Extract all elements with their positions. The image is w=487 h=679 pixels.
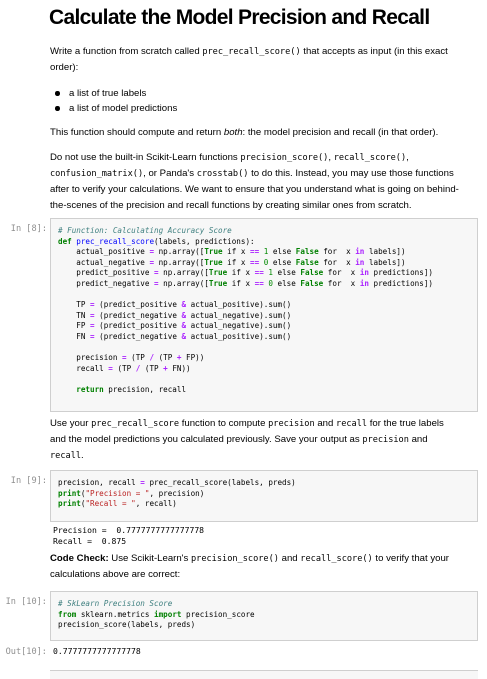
code-check-paragraph xyxy=(50,551,478,582)
md-text: to verify that your xyxy=(372,553,449,564)
code-keyword: in xyxy=(355,257,365,267)
code-text: predict_negative xyxy=(58,278,155,288)
code-text: actual_negative).sum() xyxy=(186,310,292,320)
code-number: 0 xyxy=(263,257,269,267)
code-editor[interactable] xyxy=(51,471,477,510)
code-text: else xyxy=(268,257,296,267)
code-function-name: prec_recall_score xyxy=(71,236,155,246)
input-list xyxy=(54,86,177,116)
code-editor[interactable] xyxy=(51,592,477,631)
inline-code: prec_recall_score() xyxy=(202,47,301,57)
intro-text: order): xyxy=(50,62,79,74)
inline-code: recall_score() xyxy=(300,554,373,564)
inline-code: recall_score() xyxy=(333,153,407,163)
code-text: FP xyxy=(58,321,91,331)
code-text: actual_positive).sum() xyxy=(186,300,292,310)
code-cell-sklearn-check[interactable] xyxy=(50,591,478,641)
code-operator: = xyxy=(149,247,155,257)
code-text: predictions]) xyxy=(368,268,433,278)
code-text: x xyxy=(346,268,360,278)
cell-output-text: 0.7777777777777778 xyxy=(53,646,141,656)
code-text: if x xyxy=(227,278,255,288)
code-text: TP xyxy=(58,300,91,310)
code-comment: # Function: Calculating Accuracy Score xyxy=(58,226,232,235)
code-text: np.array([ xyxy=(154,257,205,267)
code-keyword: in xyxy=(359,268,369,278)
code-text: (predict_negative xyxy=(94,331,182,341)
code-text: (TP xyxy=(140,363,164,373)
code-text: for xyxy=(323,278,347,288)
code-string: "Precision = " xyxy=(85,488,150,498)
code-text: precision xyxy=(58,353,123,363)
inline-code: precision_score() xyxy=(190,554,279,564)
code-text: actual_positive).sum() xyxy=(186,331,292,341)
code-text: for xyxy=(323,268,347,278)
intro-text: : the model precision and recall (in that order). xyxy=(242,127,439,138)
code-keyword: import xyxy=(154,609,182,619)
code-operator: == xyxy=(250,257,260,267)
inline-code: crosstab() xyxy=(196,169,249,180)
code-text: FP)) xyxy=(181,353,205,363)
code-text: predict_positive xyxy=(58,268,155,278)
intro-paragraph-3 xyxy=(50,150,478,213)
code-string: "Recall = " xyxy=(85,499,136,509)
code-editor[interactable] xyxy=(51,219,477,396)
code-keyword: False xyxy=(295,257,319,267)
intro-text: , xyxy=(328,152,334,163)
code-text: (predict_positive xyxy=(94,321,182,331)
md-text: and xyxy=(314,418,337,429)
code-operator: == xyxy=(254,278,264,288)
list-item: a list of true labels xyxy=(54,86,177,101)
intro-text: , xyxy=(406,152,409,163)
code-operator: / xyxy=(135,363,141,373)
code-number: 1 xyxy=(268,268,273,278)
cell-output-text xyxy=(53,525,204,546)
code-text: sklearn.metrics xyxy=(76,609,155,619)
code-operator: = xyxy=(154,278,159,288)
code-keyword: False xyxy=(295,247,319,257)
code-text: x xyxy=(341,247,356,257)
code-operator: = xyxy=(149,257,155,267)
inline-code: precision xyxy=(268,419,315,429)
code-text: , recall) xyxy=(135,499,177,509)
intro-text: This function should compute and return xyxy=(50,127,224,138)
code-text: (predict_negative xyxy=(94,310,182,320)
code-text: (TP xyxy=(154,353,177,363)
code-text: TN xyxy=(58,310,91,320)
code-text: FN xyxy=(58,331,91,341)
code-text: precision, recall xyxy=(58,478,141,487)
md-text: Use your xyxy=(50,418,92,429)
code-text: precision_score xyxy=(181,609,255,619)
code-text: for xyxy=(318,257,342,267)
code-operator: == xyxy=(254,268,264,278)
md-text: and xyxy=(278,553,301,564)
code-text: np.array([ xyxy=(158,268,209,278)
code-text: prec_recall_score(labels, preds) xyxy=(144,478,296,487)
code-text: if x xyxy=(222,257,251,267)
output-line: Recall = 0.875 xyxy=(53,535,127,546)
output-prompt: Out[10]: xyxy=(5,647,47,657)
md-text: and xyxy=(408,434,428,446)
code-operator: = xyxy=(108,363,113,373)
code-text: else xyxy=(272,278,301,288)
code-operator: = xyxy=(140,478,145,487)
code-operator: = xyxy=(90,331,95,341)
code-text: actual_positive xyxy=(58,247,150,257)
code-keyword: in xyxy=(355,247,365,257)
code-text: ( xyxy=(80,488,86,498)
code-keyword: from xyxy=(58,609,77,619)
intro-text: Do not use the built-in Scikit-Learn functions xyxy=(50,152,241,163)
intro-text: Write a function from scratch called xyxy=(50,46,203,57)
md-text: and the model predictions you calculated previously. Save your output as xyxy=(50,434,363,446)
code-keyword: return xyxy=(58,384,104,394)
code-text: np.array([ xyxy=(158,278,209,288)
md-text: . xyxy=(81,450,84,462)
code-text: labels]) xyxy=(364,257,406,267)
inline-code: precision xyxy=(362,435,409,446)
code-text: else xyxy=(272,268,301,278)
md-text: for the true labels xyxy=(367,418,444,429)
code-text: if x xyxy=(222,247,251,257)
intro-text: , or Panda's xyxy=(143,168,197,180)
code-text: (labels, predictions): xyxy=(154,236,255,246)
bold-label: Code Check: xyxy=(50,553,109,564)
code-keyword: True xyxy=(204,247,223,257)
list-item: a list of model predictions xyxy=(54,101,177,116)
code-text: (predict_positive xyxy=(94,300,182,310)
intro-text: the-scenes of the precision and recall functions by creating similar ones from scratch. xyxy=(50,199,412,211)
code-keyword: True xyxy=(204,257,223,267)
code-operator: = xyxy=(90,300,95,310)
code-keyword: False xyxy=(300,268,324,278)
inline-code: prec_recall_score xyxy=(91,419,180,429)
code-builtin: print xyxy=(58,499,81,509)
code-text: x xyxy=(341,257,356,267)
inline-code: confusion_matrix() xyxy=(50,169,144,180)
code-keyword: def xyxy=(58,236,72,246)
intro-text: that accepts as input (in this exact xyxy=(300,46,448,57)
code-keyword: in xyxy=(359,278,369,288)
code-text: actual_negative).sum() xyxy=(186,321,292,331)
code-text: labels]) xyxy=(364,247,406,257)
code-text: for xyxy=(318,247,342,257)
code-text: FN)) xyxy=(167,363,191,373)
code-operator: == xyxy=(250,247,260,257)
code-operator: + xyxy=(176,353,182,363)
code-text: precision_score(labels, preds) xyxy=(58,620,196,630)
code-text: predictions]) xyxy=(368,278,433,288)
md-text: function to compute xyxy=(179,418,269,429)
code-text: np.array([ xyxy=(154,247,205,257)
instruction-paragraph xyxy=(50,416,478,465)
code-operator: = xyxy=(90,321,95,331)
code-text: if x xyxy=(227,268,255,278)
md-text: calculations above are correct: xyxy=(50,569,181,581)
code-operator: & xyxy=(181,321,187,331)
code-operator: = xyxy=(122,353,127,363)
inline-code: precision_score() xyxy=(240,153,329,163)
code-cell-prec-recall-function[interactable] xyxy=(50,218,478,412)
code-text: precision, recall xyxy=(103,384,187,394)
code-text: , precision) xyxy=(149,488,205,498)
md-text: Use Scikit-Learn's xyxy=(108,553,191,564)
intro-text: after to verify your calculations. We want to ensure that you understand what is going on behind- xyxy=(50,184,459,196)
code-operator: = xyxy=(90,310,95,320)
emphasis-text: both xyxy=(223,127,243,138)
code-keyword: False xyxy=(300,278,324,288)
code-text: recall xyxy=(58,363,109,373)
code-operator: & xyxy=(181,310,187,320)
code-keyword: True xyxy=(208,278,228,288)
page-title: Calculate the Model Precision and Recall xyxy=(49,6,430,29)
code-operator: & xyxy=(181,331,187,341)
code-number: 0 xyxy=(268,278,273,288)
intro-text: to do this. Instead, you may use those functions xyxy=(248,168,454,180)
code-text: (TP xyxy=(112,363,136,373)
inline-code: recall xyxy=(336,419,368,429)
code-operator: & xyxy=(181,300,187,310)
code-operator: / xyxy=(149,353,155,363)
code-operator: = xyxy=(154,268,159,278)
code-text: else xyxy=(268,247,296,257)
code-text: (TP xyxy=(126,353,150,363)
code-text: ( xyxy=(80,499,86,509)
code-text: x xyxy=(346,278,360,288)
code-cell-call-function[interactable] xyxy=(50,470,478,522)
code-comment: # SkLearn Precision Score xyxy=(58,599,173,608)
intro-paragraph-1 xyxy=(50,44,478,75)
input-prompt: In [10]: xyxy=(5,597,47,607)
code-builtin: print xyxy=(58,488,81,498)
code-operator: + xyxy=(163,363,168,373)
inline-code: recall xyxy=(50,451,82,462)
intro-paragraph-2 xyxy=(50,125,478,140)
code-text: actual_negative xyxy=(58,257,150,267)
output-line: Precision = 0.7777777777777778 xyxy=(53,525,205,535)
input-prompt: In [9]: xyxy=(10,476,47,486)
code-number: 1 xyxy=(263,247,269,257)
input-prompt: In [8]: xyxy=(10,224,47,234)
code-keyword: True xyxy=(208,268,228,278)
